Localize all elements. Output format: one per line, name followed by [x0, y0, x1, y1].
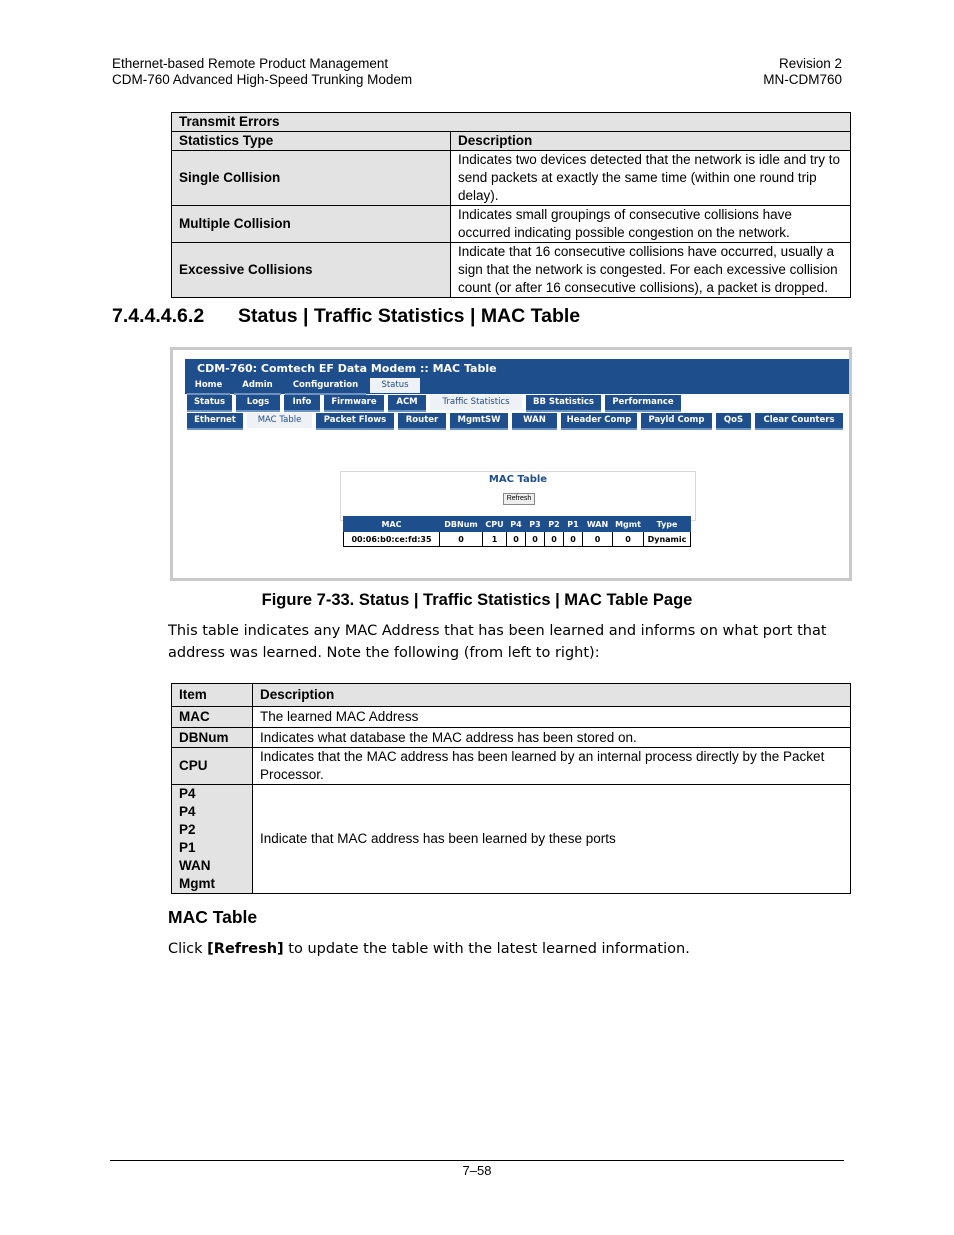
- column-header: Type: [644, 517, 691, 532]
- subheading: MAC Table: [168, 907, 258, 927]
- header-revision: Revision 2: [778, 56, 842, 71]
- mac-table: [343, 516, 691, 547]
- table-row-label: DBNum: [172, 728, 253, 748]
- refresh-paragraph: [168, 938, 848, 960]
- table-cell: Indicate that MAC address has been learned by these ports: [253, 785, 851, 894]
- tab-qos[interactable]: QoS: [716, 413, 751, 430]
- running-header-left: [112, 56, 412, 88]
- tab-bb-statistics[interactable]: BB Statistics: [526, 395, 601, 412]
- tab-admin[interactable]: Admin: [234, 378, 281, 395]
- table-cell: Indicates small groupings of consecutive collisions have occurred indicating possible congestion on the network.: [451, 206, 851, 243]
- figure-caption: Figure 7-33. Status | Traffic Statistics | MAC Table Page: [261, 591, 693, 609]
- tab-firmware[interactable]: Firmware: [324, 395, 384, 412]
- section-heading: [112, 305, 580, 328]
- refresh-text-pre: Click: [168, 941, 208, 957]
- table-row-label: Excessive Collisions: [172, 243, 451, 298]
- p1-cell: 0: [564, 532, 583, 547]
- tab-acm[interactable]: ACM: [388, 395, 426, 412]
- tab-performance[interactable]: Performance: [605, 395, 681, 412]
- header-product: CDM-760 Advanced High-Speed Trunking Modem: [112, 72, 413, 87]
- item-label: Mgmt: [179, 876, 215, 891]
- section-title: Status | Traffic Statistics | MAC Table: [238, 305, 581, 327]
- refresh-text-bold: [Refresh]: [207, 941, 284, 957]
- refresh-button[interactable]: Refresh: [503, 493, 535, 505]
- tab-clear-counters[interactable]: Clear Counters: [755, 413, 843, 430]
- p4-cell: 0: [507, 532, 526, 547]
- tab-logs[interactable]: Logs: [236, 395, 280, 412]
- tab-wan[interactable]: WAN: [512, 413, 557, 430]
- mgmt-cell: 0: [613, 532, 644, 547]
- tab-packet-flows[interactable]: Packet Flows: [316, 413, 394, 430]
- column-header: Description: [253, 684, 851, 707]
- table-row: [344, 532, 691, 547]
- intro-paragraph: This table indicates any MAC Address that has been learned and informs on what port that address was learned. Note the following (from left to right):: [168, 623, 827, 661]
- column-header: WAN: [583, 517, 613, 532]
- item-label: P4: [179, 804, 196, 819]
- table-row-label: MAC: [172, 707, 253, 728]
- column-header: Mgmt: [613, 517, 644, 532]
- table-row-label: Single Collision: [172, 151, 451, 206]
- tab-status-sub[interactable]: Status: [187, 395, 232, 412]
- mac-table-panel: [340, 471, 696, 521]
- item-label: P1: [179, 840, 196, 855]
- column-header: DBNum: [440, 517, 483, 532]
- tab-info[interactable]: Info: [284, 395, 320, 412]
- column-header: P4: [507, 517, 526, 532]
- table-row-label: [172, 785, 253, 894]
- footer-rule: [110, 1160, 844, 1161]
- tab-configuration[interactable]: Configuration: [285, 378, 366, 395]
- table-row-label: CPU: [172, 748, 253, 785]
- screenshot-title-bar: CDM-760: Comtech EF Data Modem :: MAC Table: [185, 359, 849, 381]
- column-header: Description: [451, 132, 851, 151]
- item-label: WAN: [179, 858, 211, 873]
- p3-cell: 0: [526, 532, 545, 547]
- tab-router[interactable]: Router: [398, 413, 446, 430]
- tab-ethernet[interactable]: Ethernet: [187, 413, 243, 430]
- header-manual-number: MN-CDM760: [763, 72, 842, 87]
- wan-cell: 0: [583, 532, 613, 547]
- item-label: P2: [179, 822, 196, 837]
- p2-cell: 0: [545, 532, 564, 547]
- panel-title: MAC Table: [488, 474, 548, 485]
- primary-nav: [185, 377, 849, 394]
- tertiary-nav: [185, 412, 849, 429]
- running-header-right: [763, 56, 842, 88]
- table-cell: Indicates what database the MAC address has been stored on.: [253, 728, 851, 748]
- tab-header-comp[interactable]: Header Comp: [561, 413, 637, 430]
- table-title: Transmit Errors: [172, 113, 851, 132]
- page-number: 7–58: [462, 1163, 492, 1178]
- header-doc-title: Ethernet-based Remote Product Management: [112, 56, 389, 71]
- dbnum-cell: 0: [440, 532, 483, 547]
- table-cell: The learned MAC Address: [253, 707, 851, 728]
- tab-status[interactable]: Status: [370, 378, 420, 393]
- mac-table-screenshot: [170, 347, 852, 581]
- mac-cell: 00:06:b0:ce:fd:35: [344, 532, 440, 547]
- table-row-label: Multiple Collision: [172, 206, 451, 243]
- column-header: Item: [172, 684, 253, 707]
- type-cell: Dynamic: [644, 532, 691, 547]
- column-header: Statistics Type: [172, 132, 451, 151]
- item-label: P4: [179, 786, 196, 801]
- table-cell: Indicates two devices detected that the network is idle and try to send packets at exactly the same time (within one round trip delay).: [451, 151, 851, 206]
- table-cell: Indicates that the MAC address has been learned by an internal process directly by the Packet Processor.: [253, 748, 851, 785]
- column-header: P3: [526, 517, 545, 532]
- table-cell: Indicate that 16 consecutive collisions have occurred, usually a sign that the network is congested. For each excessive collision count (or after 16 consecutive collisions), a packet is dropped.: [451, 243, 851, 298]
- column-header: CPU: [483, 517, 507, 532]
- tab-home[interactable]: Home: [187, 378, 230, 395]
- transmit-errors-table: [171, 112, 851, 298]
- tab-mac-table[interactable]: MAC Table: [247, 413, 312, 428]
- items-table: [171, 683, 851, 894]
- tab-traffic-statistics[interactable]: Traffic Statistics: [430, 395, 522, 410]
- cpu-cell: 1: [483, 532, 507, 547]
- tab-payld-comp[interactable]: Payld Comp: [641, 413, 712, 430]
- secondary-nav: [185, 394, 849, 411]
- column-header: MAC: [344, 517, 440, 532]
- column-header: P2: [545, 517, 564, 532]
- tab-mgmtsw[interactable]: MgmtSW: [450, 413, 508, 430]
- refresh-text-post: to update the table with the latest learned information.: [283, 941, 690, 957]
- section-number: 7.4.4.4.6.2: [112, 305, 205, 327]
- column-header: P1: [564, 517, 583, 532]
